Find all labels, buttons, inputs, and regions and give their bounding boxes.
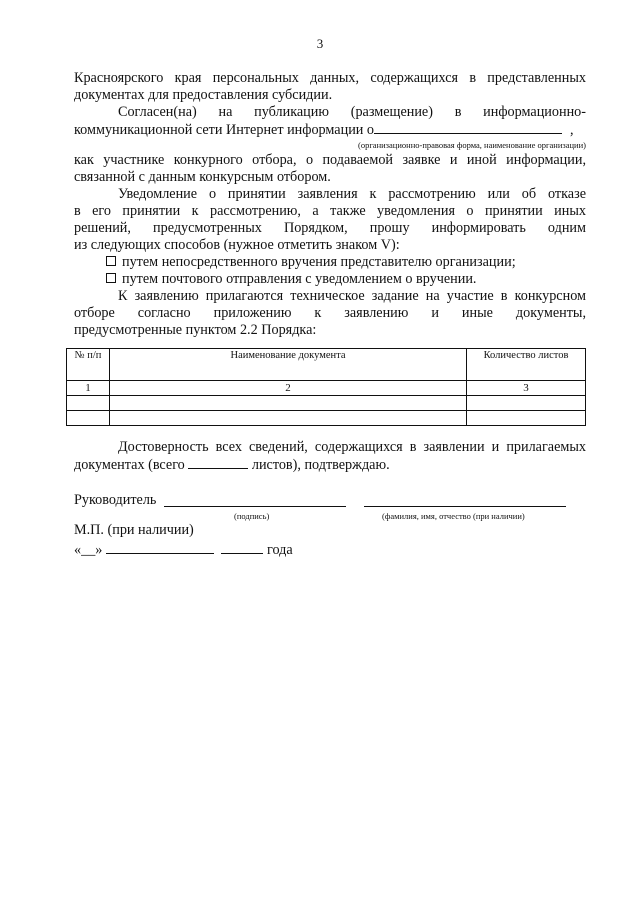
table-numbering-row [67,381,586,396]
option-direct-delivery-label: путем непосредственного вручения представителю организации; [122,254,516,270]
numbering-col-1: 1 [67,381,110,396]
signature-block [74,492,594,521]
publication-consent-prefix: коммуникационной сети Интернет информации о [74,122,375,138]
paragraph-notification-line3: решений, предусмотренных Порядком, прошу информировать одним [74,220,586,236]
confirmation-suffix: листов), подтверждаю. [251,457,390,473]
paragraph-personal-data-line2: документах для предоставления субсидии. [74,87,333,103]
organization-field-caption: (организационно-правовая форма, наименование организации) [357,140,586,150]
confirmation-block [74,439,586,474]
date-month-field[interactable] [106,541,214,554]
option-postal-delivery-label: путем почтового отправления с уведомлением о вручении. [122,271,477,287]
date-row [74,541,293,559]
table-row [67,411,586,426]
table-cell[interactable] [467,411,586,426]
checkbox-direct-delivery[interactable] [106,256,116,266]
organization-name-field[interactable] [374,121,562,134]
sheet-total-field[interactable] [188,456,248,469]
header-sheet-count: Количество листов [467,349,586,381]
table-cell[interactable] [67,411,110,426]
date-year-field[interactable] [221,541,263,554]
full-name-field[interactable] [364,492,566,507]
paragraph-notification-line1: Уведомление о принятии заявления к рассмотрению или об отказе [118,186,586,202]
paragraph-attachments-line2: отборе согласно приложению к заявлению и иные документы, [74,305,586,321]
stamp-label: М.П. (при наличии) [74,522,194,538]
documents-table [66,348,586,426]
date-suffix: года [267,542,293,558]
page-number: 3 [316,36,324,51]
numbering-col-2: 2 [110,381,467,396]
full-name-caption: (фамилия, имя, отчество (при наличии) [382,511,525,521]
paragraph-attachments-line3: предусмотренные пунктом 2.2 Порядка: [74,322,317,338]
paragraph-notification-line2: в его принятии к рассмотрению, а также уведомления о принятии иных [74,203,586,219]
signature-caption: (подпись) [234,511,270,521]
date-day: «__» [74,542,103,558]
option-direct-delivery [74,254,586,271]
head-label: Руководитель [74,492,157,508]
publication-consent-suffix: , [570,122,574,138]
paragraph-publication-consent-line2 [74,121,586,139]
paragraph-publication-consent-line1: Согласен(на) на публикацию (размещение) в информационно- [118,104,586,120]
table-cell[interactable] [110,396,467,411]
header-number: № п/п [67,349,110,381]
paragraph-publication-consent-line3: как участнике конкурного отбора, о подаваемой заявке и иной информации, [74,152,586,168]
table-cell[interactable] [467,396,586,411]
confirmation-line1: Достоверность всех сведений, содержащихся в заявлении и прилагаемых [118,439,586,455]
signature-row [74,492,594,521]
paragraph-personal-data-line1: Красноярского края персональных данных, содержащихся в представленных [74,70,586,86]
confirmation-line2 [74,456,586,474]
table-cell[interactable] [110,411,467,426]
document-body [74,70,586,339]
option-postal-delivery [74,271,586,288]
confirmation-prefix: документах (всего [74,457,185,473]
paragraph-publication-consent-line4: связанной с данным конкурсным отбором. [74,169,331,185]
signature-field[interactable] [164,492,346,507]
paragraph-attachments-line1: К заявлению прилагаются техническое задание на участие в конкурсном [118,288,586,304]
paragraph-notification-line4: из следующих способов (нужное отметить знаком V): [74,237,400,253]
table-row [67,396,586,411]
table-header-row [67,349,586,381]
table-cell[interactable] [67,396,110,411]
numbering-col-3: 3 [467,381,586,396]
checkbox-postal-delivery[interactable] [106,273,116,283]
header-document-name: Наименование документа [110,349,467,381]
